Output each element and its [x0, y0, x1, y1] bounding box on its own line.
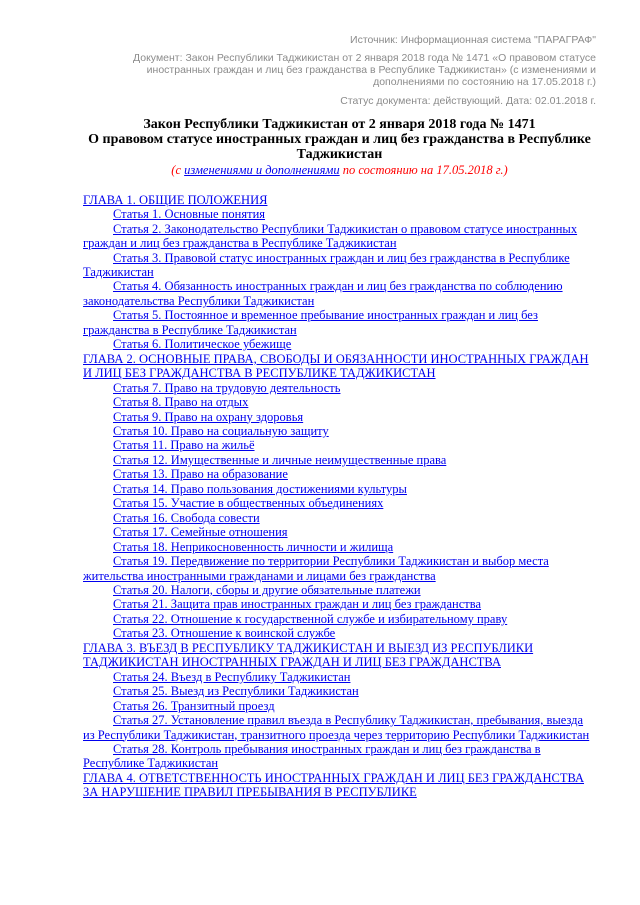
toc-chapter-link[interactable]: ГЛАВА 2. ОСНОВНЫЕ ПРАВА, СВОБОДЫ И ОБЯЗАННОСТИ ИНОСТРАННЫХ ГРАЖДАН И ЛИЦ БЕЗ ГРАЖДАНСТВА В РЕСПУБЛИКЕ ТАДЖИКИСТАН [83, 351, 589, 381]
toc-article-link[interactable]: Статья 8. Право на отдых [113, 395, 249, 410]
amendments-link[interactable]: изменениями и дополнениями [184, 163, 340, 178]
toc-entry-article [83, 511, 596, 525]
toc-article-link[interactable]: Статья 14. Право пользования достижениями культуры [113, 481, 407, 496]
toc-article-link[interactable]: Статья 16. Свобода совести [113, 510, 260, 525]
toc-article-link[interactable]: Статья 7. Право на трудовую деятельность [113, 380, 341, 395]
toc-entry-article [83, 467, 596, 481]
toc-article-link[interactable]: Статья 5. Постоянное и временное пребывание иностранных граждан и лиц без гражданства в Республике Таджикистан [83, 308, 538, 337]
toc-article-link[interactable]: Статья 21. Защита прав иностранных граждан и лиц без гражданства [113, 597, 482, 612]
toc-article-link[interactable]: Статья 28. Контроль пребывания иностранных граждан и лиц без гражданства в Республике Таджикистан [83, 741, 541, 771]
toc-entry-article [83, 597, 596, 611]
toc-entry-article [83, 713, 596, 742]
amendments-prefix: (с [171, 163, 185, 178]
toc-article-link[interactable]: Статья 15. Участие в общественных объединениях [113, 496, 384, 511]
toc-article-link[interactable]: Статья 26. Транзитный проезд [113, 698, 275, 713]
toc-article-link[interactable]: Статья 22. Отношение к государственной службе и избирательному праву [113, 611, 508, 626]
toc-article-link[interactable]: Статья 4. Обязанность иностранных граждан и лиц без гражданства по соблюдению законодательства Республики Таджикистан [83, 279, 563, 308]
toc-article-link[interactable]: Статья 10. Право на социальную защиту [113, 424, 329, 439]
toc-entry-article [83, 496, 596, 510]
toc-article-link[interactable]: Статья 12. Имущественные и личные неимущественные права [113, 452, 447, 467]
page-title-line-1: Закон Республики Таджикистан от 2 января 2018 года № 1471 [143, 117, 536, 133]
toc-entry-article [83, 438, 596, 452]
toc-entry-chapter [83, 193, 596, 207]
page-title-line-2: О правовом статусе иностранных граждан и лиц без гражданства в Республике Таджикистан [88, 131, 591, 162]
toc-entry-article [83, 482, 596, 496]
toc-article-link[interactable]: Статья 6. Политическое убежище [113, 337, 292, 352]
toc-article-link[interactable]: Статья 3. Правовой статус иностранных граждан и лиц без гражданства в Республике Таджикистан [83, 250, 570, 280]
toc-article-link[interactable]: Статья 19. Передвижение по территории Республики Таджикистан и выбор места жительства иностранными гражданами и лицами без гражданства [83, 554, 549, 583]
toc-entry-chapter [83, 641, 596, 670]
toc-entry-article [83, 670, 596, 684]
toc-entry-article [83, 684, 596, 698]
toc-chapter-link[interactable]: ГЛАВА 3. ВЪЕЗД В РЕСПУБЛИКУ ТАДЖИКИСТАН И ВЫЕЗД ИЗ РЕСПУБЛИКИ ТАДЖИКИСТАН ИНОСТРАННЫХ ГРАЖДАН И ЛИЦ БЕЗ ГРАЖДАНСТВА [83, 640, 534, 670]
document-meta-header [83, 34, 596, 107]
toc-entry-article [83, 410, 596, 424]
toc-entry-article [83, 279, 596, 308]
toc-entry-article [83, 583, 596, 597]
toc-article-link[interactable]: Статья 24. Въезд в Республику Таджикистан [113, 669, 351, 684]
toc-entry-article [83, 381, 596, 395]
toc-article-link[interactable]: Статья 17. Семейные отношения [113, 525, 288, 540]
toc-article-link[interactable]: Статья 9. Право на охрану здоровья [113, 409, 304, 424]
toc-article-link[interactable]: Статья 23. Отношение к воинской службе [113, 626, 336, 641]
toc-article-link[interactable]: Статья 18. Неприкосновенность личности и жилища [113, 539, 394, 554]
toc-article-link[interactable]: Статья 27. Установление правил въезда в Республику Таджикистан, пребывания, выезда из Республики Таджикистан, транзитного проезда через территорию Республики Таджикистан [83, 713, 590, 742]
toc-entry-article [83, 308, 596, 337]
toc-article-link[interactable]: Статья 13. Право на образование [113, 467, 288, 482]
toc-entry-article [83, 395, 596, 409]
toc-entry-article [83, 207, 596, 221]
toc-entry-article [83, 612, 596, 626]
document-status: Статус документа: действующий. Дата: 02.01.2018 г. [340, 95, 596, 108]
toc-entry-article [83, 540, 596, 554]
toc-entry-chapter [83, 771, 596, 800]
toc-entry-article [83, 424, 596, 438]
amendments-note [83, 163, 596, 178]
toc-entry-article [83, 626, 596, 640]
page-title [83, 118, 596, 162]
toc-entry-article [83, 222, 596, 251]
toc-entry-article [83, 453, 596, 467]
toc-article-link[interactable]: Статья 20. Налоги, сборы и другие обязательные платежи [113, 583, 421, 597]
amendments-suffix: по состоянию на 17.05.2018 г.) [339, 163, 508, 178]
source-line: Источник: Информационная система "ПАРАГРАФ" [350, 34, 596, 46]
toc-entry-article [83, 742, 596, 771]
toc-entry-article [83, 251, 596, 280]
toc-entry-chapter [83, 352, 596, 381]
toc-entry-article [83, 337, 596, 351]
toc-chapter-link[interactable]: ГЛАВА 1. ОБЩИЕ ПОЛОЖЕНИЯ [83, 192, 268, 207]
toc-entry-article [83, 554, 596, 583]
toc-chapter-link[interactable]: ГЛАВА 4. ОТВЕТСТВЕННОСТЬ ИНОСТРАННЫХ ГРАЖДАН И ЛИЦ БЕЗ ГРАЖДАНСТВА ЗА НАРУШЕНИЕ ПРАВИЛ ПРЕБЫВАНИЯ В РЕСПУБЛИКЕ [83, 770, 585, 800]
toc-article-link[interactable]: Статья 11. Право на жильё [113, 438, 255, 453]
table-of-contents [83, 193, 596, 800]
document-description: Документ: Закон Республики Таджикистан от 2 января 2018 года № 1471 «О правовом статусе иностранных граждан и лиц без гражданства в Республике Таджикистан» (с изменениями и дополнениями по состоянию на 17.05.2018 г.) [133, 52, 596, 88]
toc-article-link[interactable]: Статья 25. Выезд из Республики Таджикистан [113, 684, 359, 699]
toc-entry-article [83, 699, 596, 713]
toc-article-link[interactable]: Статья 2. Законодательство Республики Таджикистан о правовом статусе иностранных граждан и лиц без гражданства в Республике Таджикистан [83, 221, 578, 251]
toc-article-link[interactable]: Статья 1. Основные понятия [113, 207, 266, 222]
toc-entry-article [83, 525, 596, 539]
